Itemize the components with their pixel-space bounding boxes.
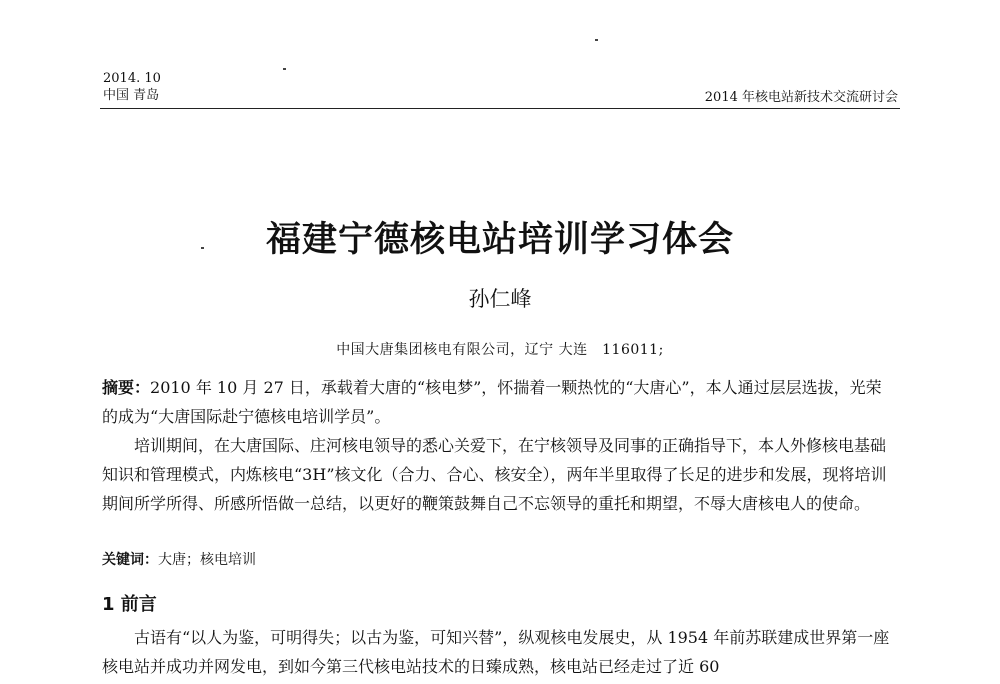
abstract-text-1: 2010 年 10 月 27 日，承载着大唐的“核电梦”，怀揣着一颗热忱的“大唐心”，本人通过层层选拔，光荣的成为“大唐国际赴宁德核电培训学员”。 xyxy=(102,378,882,426)
abstract xyxy=(102,373,897,518)
abstract-paragraph-1 xyxy=(102,373,897,431)
header-rule xyxy=(100,108,900,109)
header-conference: 2014 年核电站新技术交流研讨会 xyxy=(704,90,898,105)
scan-speck xyxy=(595,39,598,41)
author-name: 孙仁峰 xyxy=(468,287,532,311)
running-header-left xyxy=(103,70,161,104)
section-heading: 1 前言 xyxy=(102,594,157,615)
keywords xyxy=(102,551,256,569)
author-affiliation: 中国大唐集团核电有限公司，辽宁 大连 116011; xyxy=(336,342,664,358)
abstract-paragraph-2: 培训期间，在大唐国际、庄河核电领导的悉心关爱下，在宁核领导及同事的正确指导下，本人外修核电基础知识和管理模式，内炼核电“3H”核文化（合力、合心、核安全），两年半里取得了长足的进步和发展，现将培训期间所学所得、所感所悟做一总结，以更好的鞭策鼓舞自己不忘领导的重托和期望，不辱大唐核电人的使命。 xyxy=(102,436,887,513)
header-date: 2014. 10 xyxy=(103,71,161,86)
keywords-value: 大唐；核电培训 xyxy=(158,552,256,568)
keywords-label: 关键词： xyxy=(102,552,158,568)
scan-speck xyxy=(283,68,286,70)
header-location: 中国 青岛 xyxy=(103,88,160,103)
paper-title: 福建宁德核电站培训学习体会 xyxy=(265,220,734,260)
section-body: 古语有“以人为鉴，可明得失；以古为鉴，可知兴替”，纵观核电发展史，从 1954 年前苏联建成世界第一座核电站并成功并网发电，到如今第三代核电站技术的日臻成熟，核电站已经走过了近 60 xyxy=(102,628,890,676)
abstract-label: 摘要： xyxy=(102,378,151,397)
